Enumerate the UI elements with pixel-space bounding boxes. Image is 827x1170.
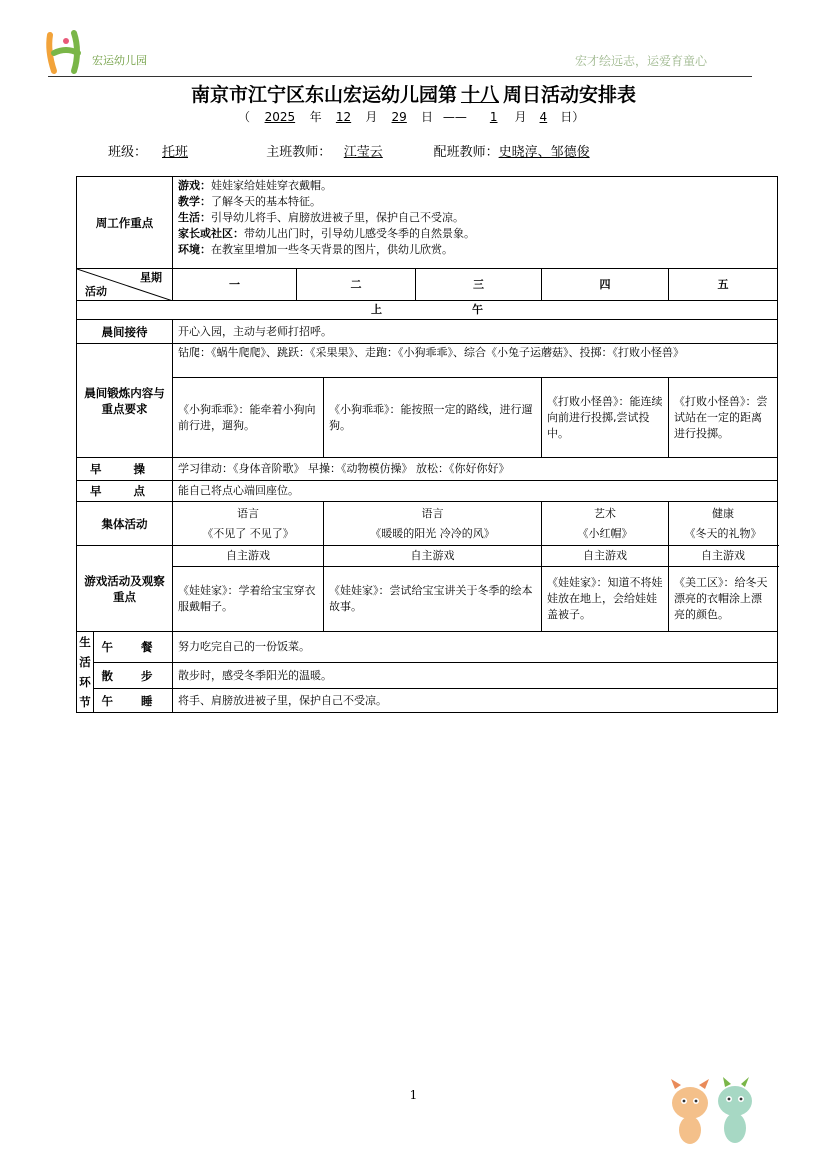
day-tuesday: 二 <box>297 269 416 301</box>
group-activity-cell <box>542 502 669 546</box>
week-number: 十八 <box>460 84 499 106</box>
group-activity-cell <box>173 502 324 546</box>
exercise-cell-1: 《小狗乖乖》：能牵着小狗向前行进，遛狗。 <box>173 378 324 458</box>
school-slogan: 宏才绘远志，运爱育童心 <box>574 54 707 68</box>
mascot-illustration <box>665 1075 765 1150</box>
games-cell-1: 《娃娃家》：学着给宝宝穿衣服戴帽子。 <box>173 567 324 632</box>
focus-item: 环境：在教室里增加一些冬天背景的图片，供幼儿欣赏。 <box>178 243 453 256</box>
exercise-label: 晨间锻炼内容与重点要求 <box>77 344 173 458</box>
weekly-focus-row <box>77 177 778 269</box>
weekday-corner-cell <box>77 269 173 301</box>
end-day: 4 <box>539 110 548 124</box>
exercise-detail-row <box>77 378 778 458</box>
focus-item: 生活：引导幼儿将手、肩膀放进被子里，保护自己不受凉。 <box>178 211 464 224</box>
games-header-row <box>77 546 778 567</box>
focus-item: 家长或社区：带幼儿出门时，引导幼儿感受冬季的自然景象。 <box>178 227 475 240</box>
group-title: 《小红帽》 <box>577 526 633 540</box>
life-section-label: 生 活 环 节 <box>77 632 94 713</box>
games-detail-row <box>77 567 778 632</box>
page-number: 1 <box>409 1088 418 1102</box>
weekly-focus-content <box>173 177 778 269</box>
logo-text: 宏运幼儿园 <box>92 54 147 67</box>
day-thursday: 四 <box>542 269 669 301</box>
lunch-text: 努力吃完自己的一份饭菜。 <box>173 632 778 663</box>
head-teacher-value: 江莹云 <box>343 145 383 160</box>
group-activity-label: 集体活动 <box>77 502 173 546</box>
reception-text: 开心入园，主动与老师打招呼。 <box>173 320 778 344</box>
class-value: 托班 <box>162 145 189 160</box>
group-activity-cell <box>669 502 778 546</box>
exercise-cell-4: 《打败小怪兽》：尝试站在一定的距离进行投掷。 <box>669 378 778 458</box>
morning-section-label: 上 午 <box>77 301 778 320</box>
games-cell-4: 《美工区》：给冬天漂亮的衣帽涂上漂亮的颜色。 <box>669 567 778 632</box>
date-range <box>238 108 584 125</box>
exercise-cell-3: 《打败小怪兽》：能连续向前进行投掷,尝试投中。 <box>542 378 669 458</box>
exercise-cell-2: 《小狗乖乖》：能按照一定的路线，进行遛狗。 <box>324 378 542 458</box>
class-info <box>108 141 590 160</box>
focus-item: 教学：了解冬天的基本特征。 <box>178 195 321 208</box>
exercise-summary: 钻爬：《蜗牛爬爬》、跳跃：《采果果》、走跑：《小狗乖乖》、综合《小兔子运蘑菇》、投掷：《打败小怪兽》 <box>173 344 778 378</box>
date-open: （ <box>238 110 251 124</box>
games-cell-2: 《娃娃家》：尝试给宝宝讲关于冬季的绘本故事。 <box>324 567 542 632</box>
games-cell-3: 《娃娃家》：知道不将娃娃放在地上，会给娃娃盖被子。 <box>542 567 669 632</box>
activity-corner-label: 活动 <box>85 285 107 298</box>
end-month-label: 月 <box>514 110 527 124</box>
weekday-header-row <box>77 269 778 301</box>
header-divider <box>48 76 752 77</box>
games-header: 自主游戏 <box>173 546 324 567</box>
life-row-nap <box>77 689 778 713</box>
walk-text: 散步时，感受冬季阳光的温暖。 <box>173 663 778 689</box>
start-day: 29 <box>391 110 407 124</box>
end-day-label: 日） <box>560 110 585 124</box>
group-subject: 语言 <box>237 506 259 520</box>
lunch-label: 午 餐 <box>94 632 173 663</box>
reception-row <box>77 320 778 344</box>
group-subject: 健康 <box>712 506 734 520</box>
weekly-focus-label: 周工作重点 <box>77 177 173 269</box>
group-activity-cell <box>324 502 542 546</box>
morning-drill-label: 早 操 <box>77 458 173 481</box>
focus-item: 游戏：娃娃家给娃娃穿衣戴帽。 <box>178 179 332 192</box>
life-row-walk <box>77 663 778 689</box>
games-header: 自主游戏 <box>669 546 778 567</box>
nap-label: 午 睡 <box>94 689 173 713</box>
title-prefix: 南京市江宁区东山宏运幼儿园第 <box>190 84 457 106</box>
weekday-corner-label: 星期 <box>140 271 162 284</box>
morning-section-row <box>77 301 778 320</box>
assist-teacher-label: 配班教师： <box>433 145 499 160</box>
head-teacher-label: 主班教师： <box>266 145 332 160</box>
group-title: 《暖暖的阳光 冷冷的风》 <box>370 526 495 540</box>
assist-teacher-value: 史晓淳、邹德俊 <box>498 145 590 160</box>
day-monday: 一 <box>173 269 297 301</box>
walk-label: 散 步 <box>94 663 173 689</box>
life-row-lunch <box>77 632 778 663</box>
year-label: 年 <box>309 110 322 124</box>
group-title: 《冬天的礼物》 <box>684 526 762 540</box>
reception-label: 晨间接待 <box>77 320 173 344</box>
exercise-summary-row <box>77 344 778 378</box>
start-month: 12 <box>335 110 352 124</box>
snack-row <box>77 481 778 502</box>
games-label: 游戏活动及观察重点 <box>77 546 173 632</box>
mascot-icon <box>665 1075 765 1150</box>
title-suffix: 周日活动安排表 <box>503 84 637 106</box>
group-subject: 语言 <box>421 506 444 520</box>
start-year: 2025 <box>264 110 296 124</box>
nap-text: 将手、肩膀放进被子里，保护自己不受凉。 <box>173 689 778 713</box>
date-dash: —— <box>442 110 467 124</box>
document-title <box>0 80 827 107</box>
group-title: 《不见了 不见了》 <box>202 526 294 540</box>
month-label: 月 <box>365 110 378 124</box>
games-header: 自主游戏 <box>542 546 669 567</box>
morning-drill-row <box>77 458 778 481</box>
snack-label: 早 点 <box>77 481 173 502</box>
group-subject: 艺术 <box>594 506 616 520</box>
day-label: 日 <box>421 110 434 124</box>
snack-text: 能自己将点心端回座位。 <box>173 481 778 502</box>
class-label: 班级： <box>108 145 148 160</box>
schedule-table <box>76 176 778 713</box>
end-month: 1 <box>489 110 498 124</box>
games-header: 自主游戏 <box>324 546 542 567</box>
day-friday: 五 <box>669 269 778 301</box>
group-activity-row <box>77 502 778 546</box>
day-wednesday: 三 <box>416 269 542 301</box>
morning-drill-text: 学习律动：《身体音阶歌》 早操：《动物模仿操》 放松：《你好你好》 <box>173 458 778 481</box>
